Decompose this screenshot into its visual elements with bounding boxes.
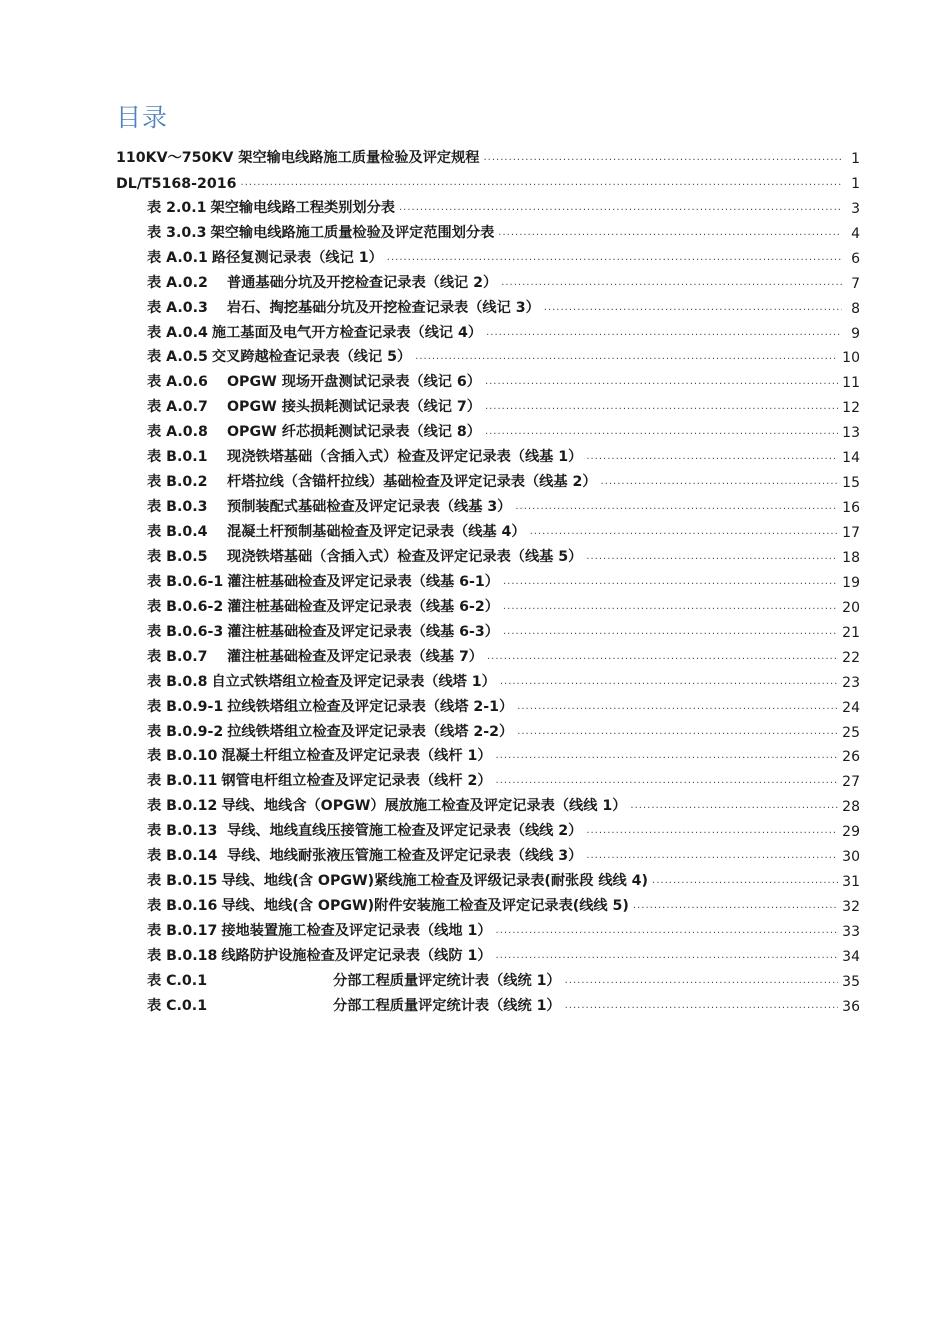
toc-entry-title[interactable] bbox=[116, 147, 480, 167]
toc-entry[interactable] bbox=[116, 940, 860, 965]
toc-entry[interactable] bbox=[116, 242, 860, 267]
toc-entry-code: 表 B.0.9-2 bbox=[147, 723, 224, 740]
toc-entry[interactable] bbox=[116, 516, 860, 541]
toc-entry-title[interactable] bbox=[147, 995, 561, 1015]
toc-entry-code: 表 A.0.1 bbox=[147, 249, 208, 266]
toc-entry[interactable] bbox=[116, 416, 860, 441]
toc-entry-title[interactable] bbox=[147, 371, 481, 391]
toc-entry-page-number: 8 bbox=[851, 300, 860, 317]
toc-entry-code: 表 B.0.15 bbox=[147, 873, 218, 890]
toc-entry-page-number: 1 bbox=[851, 150, 860, 167]
toc-entry[interactable] bbox=[116, 990, 860, 1015]
toc-entry[interactable] bbox=[116, 491, 860, 516]
toc-entry-code: 表 B.0.5 bbox=[147, 548, 208, 565]
toc-entry-page-number: 10 bbox=[842, 350, 860, 367]
toc-entry[interactable] bbox=[116, 217, 860, 242]
toc-entry[interactable] bbox=[116, 292, 860, 317]
toc-entry-code: 表 A.0.6 bbox=[147, 374, 208, 391]
dot-leader bbox=[496, 751, 839, 761]
toc-entry[interactable] bbox=[116, 192, 860, 217]
toc-entry-label: 钢管电杆组立检查及评定记录表（线杆 2） bbox=[221, 773, 492, 790]
toc-entry-label: 现浇铁塔基础（含插入式）检查及评定记录表（线基 1） bbox=[227, 449, 583, 466]
toc-entry-title[interactable] bbox=[147, 396, 481, 416]
toc-entry-page-number: 34 bbox=[842, 948, 860, 965]
toc-entry-page-number: 24 bbox=[842, 699, 860, 716]
dot-leader bbox=[496, 926, 839, 936]
toc-entry-title[interactable] bbox=[147, 297, 540, 317]
toc-entry-title[interactable] bbox=[147, 596, 499, 616]
toc-entry[interactable] bbox=[116, 391, 860, 416]
toc-entry-page-number: 17 bbox=[842, 525, 860, 541]
toc-entry-code: 表 B.0.4 bbox=[147, 524, 208, 540]
toc-entry-label: 导线、地线(含 OPGW)紧线施工检查及评级记录表(耐张段 线线 4) bbox=[221, 873, 649, 890]
dot-leader bbox=[399, 203, 842, 213]
toc-entry-page-number: 15 bbox=[842, 475, 860, 492]
dot-leader bbox=[496, 776, 839, 786]
toc-entry-label: OPGW 接头损耗测试记录表（线记 7） bbox=[227, 399, 481, 416]
toc-entry[interactable] bbox=[116, 915, 860, 940]
toc-entry-page-number: 7 bbox=[851, 275, 860, 292]
toc-entry-label: 预制装配式基础检查及评定记录表（线基 3） bbox=[227, 499, 512, 516]
toc-entry-title[interactable] bbox=[147, 895, 629, 915]
toc-entry-code: 表 A.0.7 bbox=[147, 399, 208, 416]
dot-leader bbox=[586, 851, 838, 861]
toc-entry-title[interactable] bbox=[116, 176, 237, 192]
dot-leader bbox=[503, 577, 838, 587]
toc-entry-title[interactable] bbox=[147, 272, 497, 292]
toc-entry[interactable] bbox=[116, 865, 860, 890]
toc-entry-title[interactable] bbox=[147, 970, 561, 990]
toc-entry-page-number: 3 bbox=[851, 200, 860, 217]
toc-entry-code: 表 C.0.1 bbox=[147, 972, 208, 989]
toc-entry-code: 表 A.0.2 bbox=[147, 274, 208, 291]
toc-entry-page-number: 23 bbox=[842, 674, 860, 691]
toc-entry[interactable] bbox=[116, 641, 860, 666]
toc-entry-label: 路径复测记录表（线记 1） bbox=[211, 249, 383, 266]
toc-entry[interactable] bbox=[116, 441, 860, 466]
dot-leader bbox=[565, 1001, 839, 1011]
toc-entry-label: 施工基面及电气开方检查记录表（线记 4） bbox=[211, 324, 483, 341]
toc-entry-page-number: 11 bbox=[842, 375, 860, 392]
toc-entry-label: 混凝土杆预制基础检查及评定记录表（线基 4） bbox=[227, 524, 526, 540]
toc-entry-page-number: 4 bbox=[851, 225, 860, 242]
toc-entry-page-number: 21 bbox=[842, 624, 860, 641]
toc-entry-label: 岩石、掏挖基础分坑及开挖检查记录表（线记 3） bbox=[227, 299, 540, 316]
toc-entry[interactable] bbox=[116, 267, 860, 292]
dot-leader bbox=[485, 427, 838, 437]
toc-entry-page-number: 13 bbox=[842, 425, 860, 442]
toc-entry-page-number: 33 bbox=[842, 924, 860, 940]
toc-entry[interactable] bbox=[116, 366, 860, 391]
dot-leader bbox=[601, 477, 839, 487]
toc-entry-label: 灌注桩基础检查及评定记录表（线基 6-1） bbox=[227, 573, 499, 590]
table-of-contents bbox=[116, 142, 860, 1015]
toc-entry-code: 表 B.0.7 bbox=[147, 648, 208, 665]
toc-entry[interactable] bbox=[116, 890, 860, 915]
toc-entry[interactable] bbox=[116, 616, 860, 641]
toc-entry-title[interactable] bbox=[147, 471, 597, 491]
toc-entry-label: 灌注桩基础检查及评定记录表（线基 7） bbox=[227, 648, 483, 665]
toc-entry[interactable] bbox=[116, 691, 860, 716]
toc-entry-page-number: 20 bbox=[842, 599, 860, 616]
toc-entry-label: 导线、地线耐张液压管施工检查及评定记录表（线线 3） bbox=[227, 848, 583, 865]
toc-entry-label: 交叉跨越检查记录表（线记 5） bbox=[211, 349, 412, 366]
dot-leader bbox=[496, 951, 839, 961]
toc-entry-code: 表 B.0.18 bbox=[147, 947, 218, 964]
toc-entry-title[interactable] bbox=[147, 845, 582, 865]
dot-leader bbox=[630, 801, 838, 811]
toc-entry[interactable] bbox=[116, 342, 860, 367]
toc-entry-page-number: 12 bbox=[842, 400, 860, 417]
toc-entry-code: 表 B.0.8 bbox=[147, 673, 208, 690]
toc-entry[interactable] bbox=[116, 765, 860, 790]
dot-leader bbox=[241, 178, 842, 188]
toc-entry-code: 表 B.0.12 bbox=[147, 798, 218, 815]
toc-entry-page-number: 9 bbox=[851, 325, 860, 342]
toc-entry-page-number: 22 bbox=[842, 649, 860, 666]
toc-entry-page-number: 26 bbox=[842, 749, 860, 766]
toc-entry-title[interactable] bbox=[147, 621, 499, 641]
toc-entry[interactable] bbox=[116, 591, 860, 616]
toc-entry-title[interactable] bbox=[147, 646, 483, 666]
dot-leader bbox=[565, 976, 839, 986]
toc-title: 目录 bbox=[116, 103, 169, 132]
toc-entry-page-number: 36 bbox=[842, 998, 860, 1015]
toc-entry-page-number: 32 bbox=[842, 899, 860, 916]
dot-leader bbox=[586, 826, 838, 836]
toc-entry-code: 表 A.0.5 bbox=[147, 349, 208, 366]
toc-entry-title[interactable] bbox=[147, 696, 513, 716]
toc-entry-code: 表 B.0.2 bbox=[147, 474, 208, 491]
toc-entry[interactable] bbox=[116, 666, 860, 691]
dot-leader bbox=[586, 552, 838, 562]
toc-entry-page-number: 29 bbox=[842, 824, 860, 841]
dot-leader bbox=[498, 228, 842, 238]
dot-leader bbox=[517, 702, 838, 712]
toc-entry-code: 表 B.0.1 bbox=[147, 449, 208, 466]
toc-entry-title[interactable] bbox=[147, 945, 492, 965]
dot-leader bbox=[503, 602, 838, 612]
toc-entry-page-number: 6 bbox=[851, 250, 860, 267]
toc-entry-title[interactable] bbox=[147, 546, 582, 566]
toc-entry-label: 灌注桩基础检查及评定记录表（线基 6-3） bbox=[227, 623, 499, 640]
toc-entry-label: 混凝土杆组立检查及评定记录表（线杆 1） bbox=[221, 748, 492, 765]
dot-leader bbox=[487, 652, 838, 662]
toc-entry-label: OPGW 纤芯损耗测试记录表（线记 8） bbox=[227, 424, 481, 441]
toc-entry-label: 自立式铁塔组立检查及评定记录表（线塔 1） bbox=[211, 673, 496, 690]
toc-entry[interactable] bbox=[116, 815, 860, 840]
toc-entry-page-number: 18 bbox=[842, 549, 860, 566]
toc-entry-code: 表 B.0.6-2 bbox=[147, 598, 224, 615]
toc-entry[interactable] bbox=[116, 965, 860, 990]
toc-entry-code: 表 B.0.6-3 bbox=[147, 623, 224, 640]
dot-leader bbox=[485, 377, 838, 387]
toc-entry-title[interactable] bbox=[147, 870, 648, 890]
dot-leader bbox=[387, 253, 842, 263]
toc-entry-code: 表 B.0.3 bbox=[147, 499, 208, 516]
toc-entry[interactable] bbox=[116, 716, 860, 741]
dot-leader bbox=[544, 303, 842, 313]
toc-entry-page-number: 1 bbox=[851, 175, 860, 192]
toc-entry-title[interactable] bbox=[147, 521, 526, 541]
toc-entry-page-number: 28 bbox=[842, 799, 860, 816]
toc-entry-title[interactable] bbox=[147, 496, 511, 516]
toc-entry-page-number: 35 bbox=[842, 973, 860, 990]
toc-entry-label: 拉线铁塔组立检查及评定记录表（线塔 2-2） bbox=[227, 723, 514, 740]
toc-entry-title[interactable] bbox=[147, 322, 482, 342]
dot-leader bbox=[501, 278, 842, 288]
toc-entry-code: 表 A.0.3 bbox=[147, 299, 208, 316]
toc-entry-code: 表 B.0.9-1 bbox=[147, 698, 224, 715]
dot-leader bbox=[485, 402, 838, 412]
toc-entry-code: 表 B.0.6-1 bbox=[147, 573, 224, 590]
toc-entry-page-number: 25 bbox=[842, 724, 860, 741]
toc-entry-label: 灌注桩基础检查及评定记录表（线基 6-2） bbox=[227, 598, 499, 615]
toc-entry-title[interactable] bbox=[147, 346, 411, 366]
toc-entry[interactable] bbox=[116, 790, 860, 815]
toc-entry-label: 线路防护设施检查及评定记录表（线防 1） bbox=[221, 947, 492, 964]
toc-entry-label: 接地装置施工检查及评定记录表（线地 1） bbox=[221, 923, 492, 939]
toc-entry-label: 架空输电线路施工质量检验及评定范围划分表 bbox=[210, 224, 495, 241]
toc-entry-code: 表 B.0.10 bbox=[147, 748, 218, 765]
toc-entry-label: 导线、地线(含 OPGW)附件安装施工检查及评定记录表(线线 5) bbox=[221, 898, 629, 915]
toc-entry-label: DL/T5168-2016 bbox=[116, 175, 237, 192]
toc-entry-page-number: 14 bbox=[842, 450, 860, 467]
toc-entry-title[interactable] bbox=[147, 446, 582, 466]
toc-entry-label: OPGW 现场开盘测试记录表（线记 6） bbox=[227, 374, 481, 391]
dot-leader bbox=[530, 527, 839, 537]
toc-entry-title[interactable] bbox=[147, 795, 626, 815]
toc-entry-title[interactable] bbox=[147, 421, 481, 441]
toc-entry-label: 现浇铁塔基础（含插入式）检查及评定记录表（线基 5） bbox=[227, 548, 583, 565]
toc-entry-title[interactable] bbox=[147, 671, 496, 691]
toc-entry-page-number: 30 bbox=[842, 849, 860, 866]
dot-leader bbox=[500, 677, 838, 687]
dot-leader bbox=[652, 876, 838, 886]
toc-entry[interactable] bbox=[116, 840, 860, 865]
toc-entry-title[interactable] bbox=[147, 222, 494, 242]
toc-entry[interactable] bbox=[116, 741, 860, 766]
toc-entry-page-number: 19 bbox=[842, 574, 860, 591]
toc-entry-code: 表 B.0.13 bbox=[147, 823, 218, 840]
toc-entry-code: 表 B.0.17 bbox=[147, 923, 218, 939]
toc-entry-code: 表 B.0.11 bbox=[147, 773, 218, 790]
toc-entry[interactable] bbox=[116, 317, 860, 342]
toc-entry-title[interactable] bbox=[147, 247, 383, 267]
toc-entry-code: 表 B.0.16 bbox=[147, 898, 218, 915]
toc-entry-title[interactable] bbox=[147, 745, 492, 765]
dot-leader bbox=[415, 352, 838, 362]
toc-entry-label: 导线、地线直线压接管施工检查及评定记录表（线线 2） bbox=[227, 823, 583, 840]
toc-entry[interactable] bbox=[116, 167, 860, 192]
toc-entry-title[interactable] bbox=[147, 920, 492, 940]
toc-entry-label: 杆塔拉线（含锚杆拉线）基础检查及评定记录表（线基 2） bbox=[227, 474, 597, 491]
toc-entry-label: 普通基础分坑及开挖检查记录表（线记 2） bbox=[227, 274, 498, 291]
toc-entry-title[interactable] bbox=[147, 571, 499, 591]
toc-entry-label: 110KV～750KV 架空输电线路施工质量检验及评定规程 bbox=[116, 149, 480, 166]
toc-entry-title[interactable] bbox=[147, 721, 513, 741]
toc-entry-page-number: 16 bbox=[842, 500, 860, 517]
toc-entry-code: 表 A.0.8 bbox=[147, 424, 208, 441]
dot-leader bbox=[484, 153, 843, 163]
toc-entry-title[interactable] bbox=[147, 197, 395, 217]
toc-entry[interactable] bbox=[116, 541, 860, 566]
toc-entry-code: 表 A.0.4 bbox=[147, 324, 208, 341]
toc-entry-page-number: 27 bbox=[842, 774, 860, 791]
dot-leader bbox=[586, 452, 838, 462]
toc-entry-title[interactable] bbox=[147, 820, 582, 840]
toc-entry-code: 表 3.0.3 bbox=[147, 224, 207, 241]
toc-entry-label: 架空输电线路工程类别划分表 bbox=[210, 199, 395, 216]
dot-leader bbox=[503, 627, 838, 637]
dot-leader bbox=[486, 328, 842, 338]
dot-leader bbox=[515, 502, 838, 512]
dot-leader bbox=[633, 901, 838, 911]
toc-entry-title[interactable] bbox=[147, 770, 492, 790]
toc-entry-code: 表 B.0.14 bbox=[147, 848, 218, 865]
toc-entry[interactable] bbox=[116, 566, 860, 591]
toc-entry-code: 表 C.0.1 bbox=[147, 997, 208, 1014]
toc-entry-label: 导线、地线含（OPGW）展放施工检查及评定记录表（线线 1） bbox=[221, 798, 627, 815]
toc-entry-label: 分部工程质量评定统计表（线统 1） bbox=[333, 972, 561, 989]
toc-entry-page-number: 31 bbox=[842, 874, 860, 891]
dot-leader bbox=[517, 727, 838, 737]
toc-entry-label: 分部工程质量评定统计表（线统 1） bbox=[333, 997, 561, 1014]
toc-entry[interactable] bbox=[116, 142, 860, 167]
toc-entry-code: 表 2.0.1 bbox=[147, 199, 207, 216]
toc-entry-label: 拉线铁塔组立检查及评定记录表（线塔 2-1） bbox=[227, 698, 514, 715]
toc-entry[interactable] bbox=[116, 466, 860, 491]
